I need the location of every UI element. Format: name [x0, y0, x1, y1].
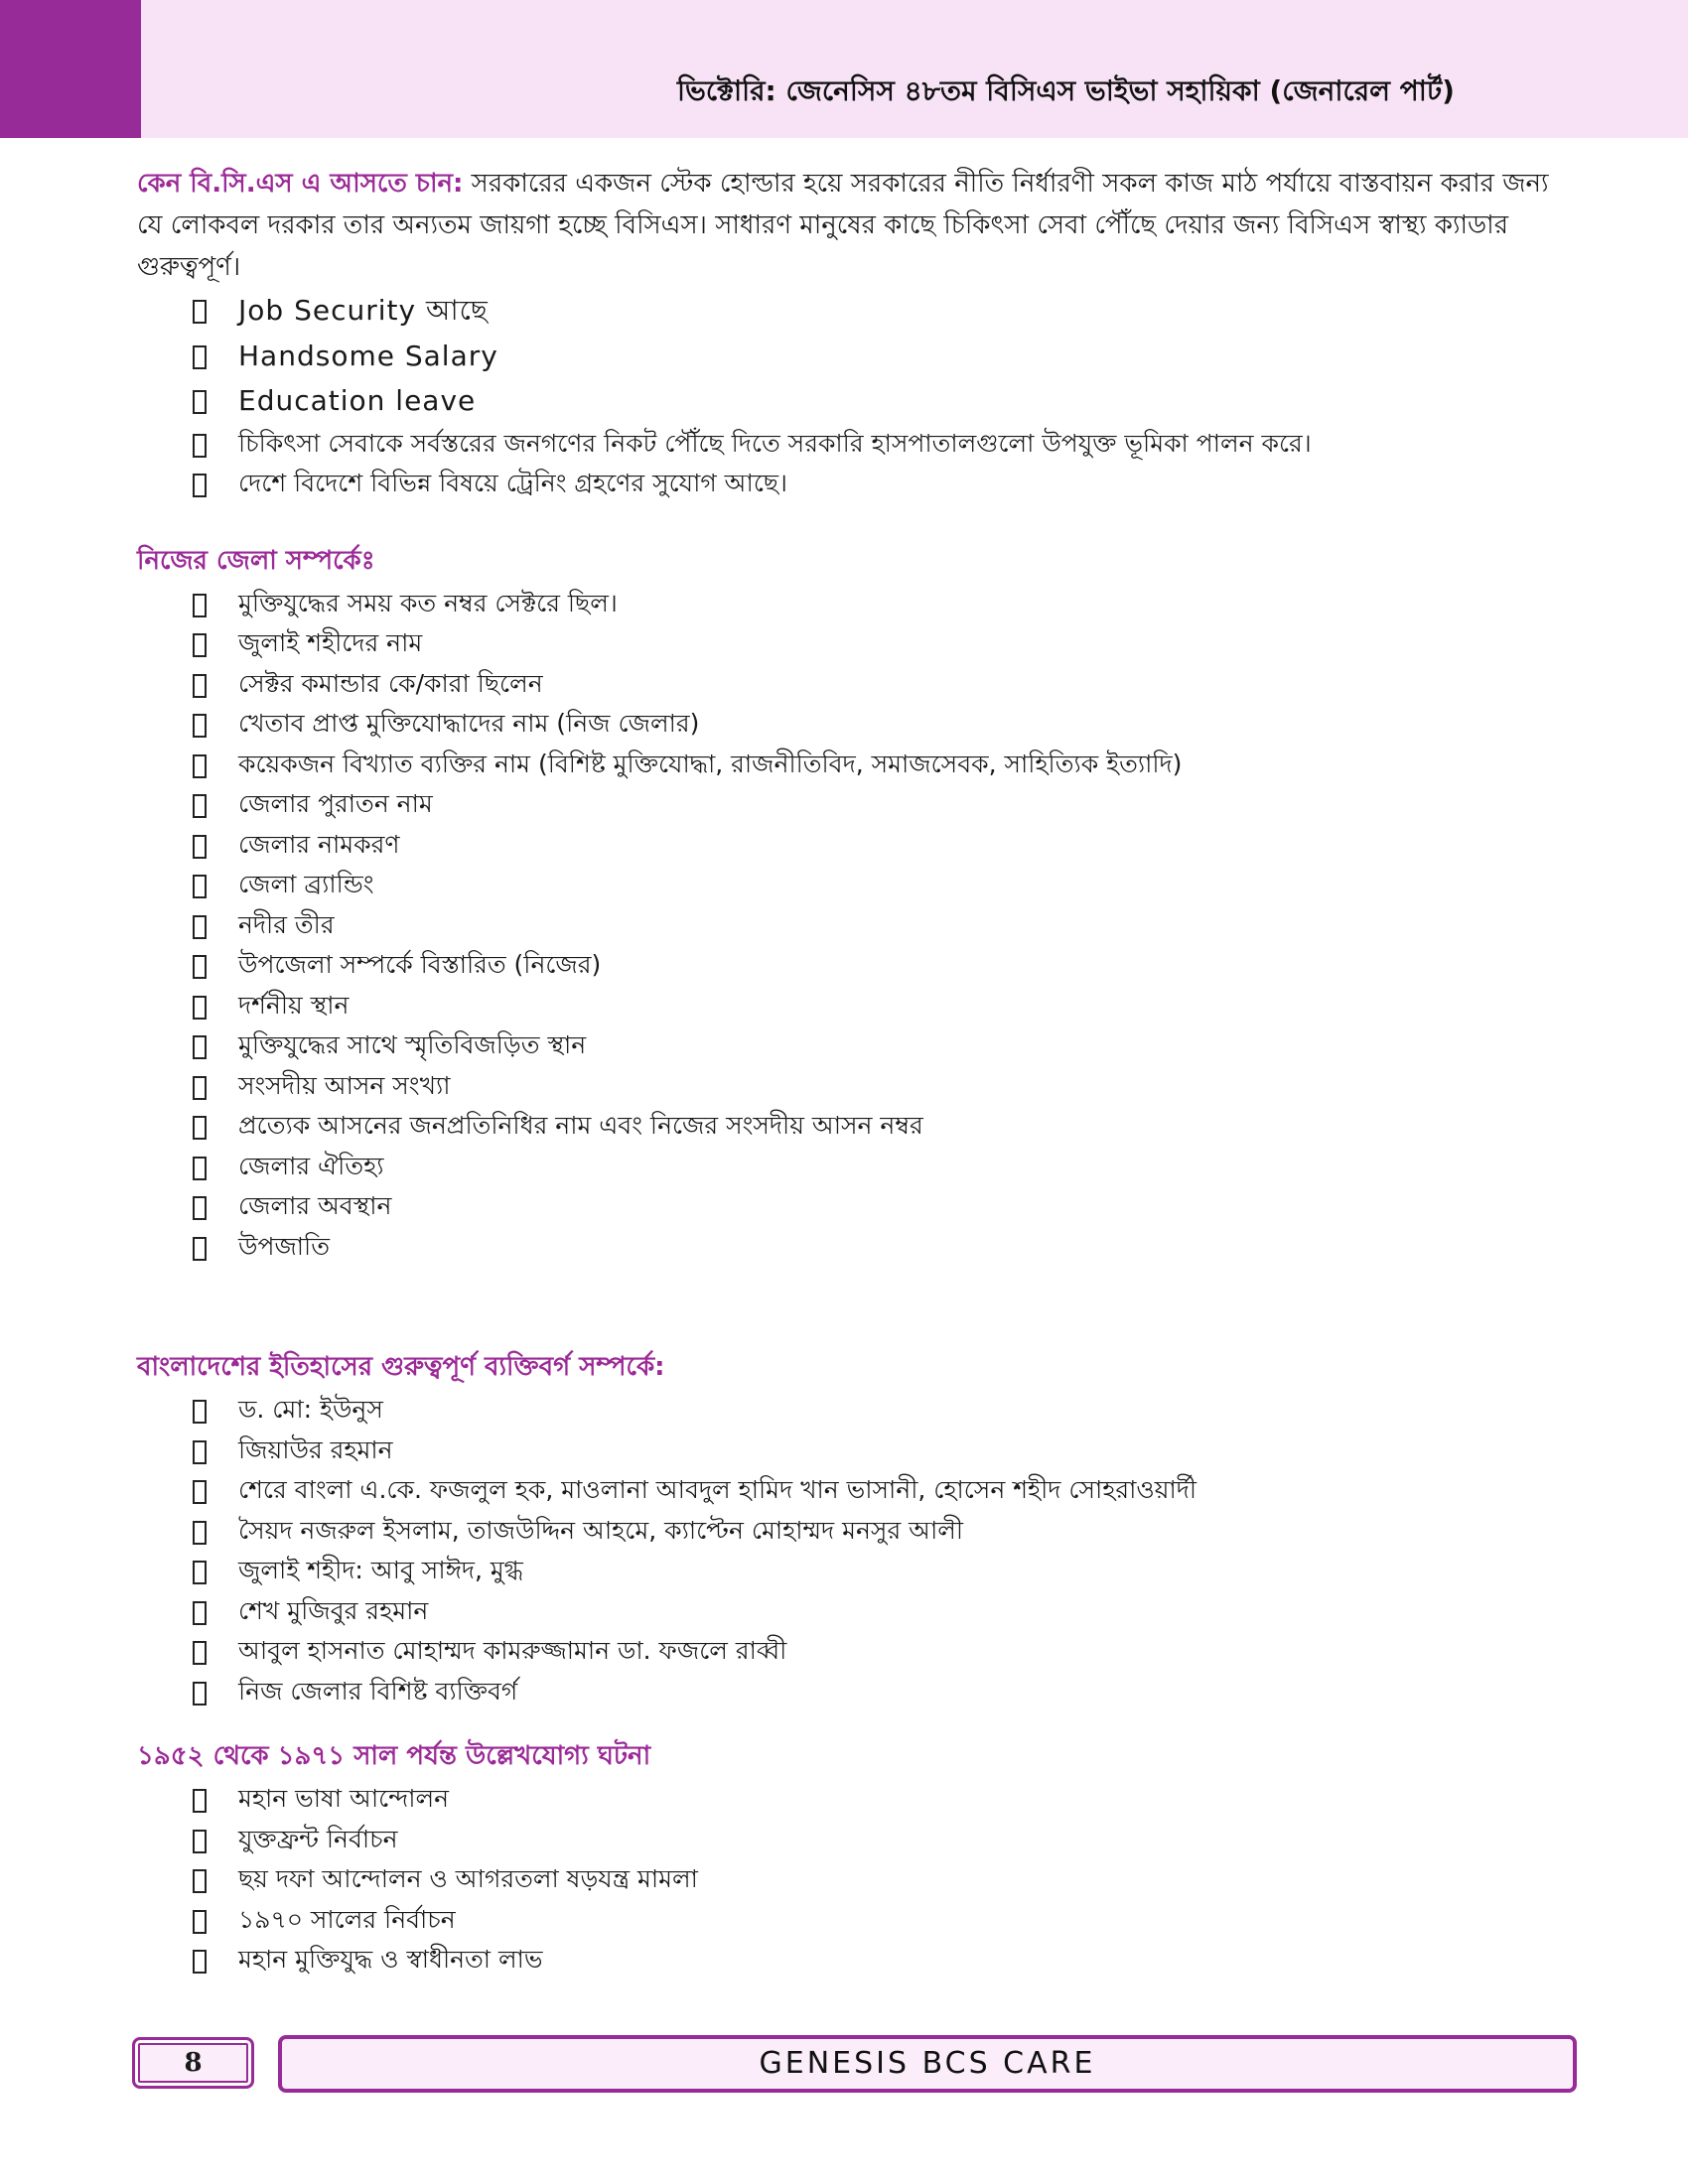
district-list: [137, 584, 1567, 1268]
list-item: নদীর তীর: [137, 905, 1567, 946]
list-item: ছয় দফা আন্দোলন ও আগরতলা ষড়যন্ত্র মামলা: [137, 1859, 1567, 1900]
bullet-box-icon: [193, 1869, 207, 1893]
bullet-box-icon: [193, 300, 207, 324]
bullet-box-icon: [193, 955, 207, 979]
bullet-box-icon: [193, 594, 207, 617]
bullet-box-icon: [193, 674, 207, 698]
intro-list-english: [137, 288, 1567, 424]
list-item: খেতাব প্রাপ্ত মুক্তিযোদ্ধাদের নাম (নিজ জেলার): [137, 704, 1567, 745]
bullet-box-icon: [193, 915, 207, 939]
list-item: জিয়াউর রহমান: [137, 1431, 1567, 1471]
section-title-district: নিজের জেলা সম্পর্কেঃ: [137, 545, 375, 576]
bullet-box-icon: [193, 875, 207, 898]
list-item: মুক্তিযুদ্ধের সময় কত নম্বর সেক্টরে ছিল।: [137, 584, 1567, 624]
list-item: দেশে বিদেশে বিভিন্ন বিষয়ে ট্রেনিং গ্রহণের সুযোগ আছে।: [137, 464, 1567, 504]
header-accent-block: [0, 0, 141, 138]
bullet-box-icon: [193, 1196, 207, 1220]
list-item: Education leave: [137, 378, 1567, 424]
list-item: জেলার অবস্থান: [137, 1186, 1567, 1227]
page-header-title: ভিক্টোরি: জেনেসিস ৪৮তম বিসিএস ভাইভা সহায়িকা (জেনারেল পার্ট): [677, 74, 1455, 107]
page-number: 8: [132, 2037, 254, 2089]
list-item: ড. মো: ইউনুস: [137, 1390, 1567, 1431]
section-title-events: ১৯৫২ থেকে ১৯৭১ সাল পর্যন্ত উল্লেখযোগ্য ঘটনা: [137, 1741, 651, 1771]
list-item: আবুল হাসনাত মোহাম্মদ কামরুজ্জামান ডা. ফজলে রাব্বী: [137, 1631, 1567, 1672]
footer-brand: GENESIS BCS CARE: [278, 2035, 1577, 2093]
list-item: প্রত্যেক আসনের জনপ্রতিনিধির নাম এবং নিজের সংসদীয় আসন নম্বর: [137, 1106, 1567, 1147]
bullet-box-icon: [193, 835, 207, 859]
bullet-box-icon: [193, 345, 207, 369]
list-item: মহান ভাষা আন্দোলন: [137, 1779, 1567, 1820]
bullet-box-icon: [193, 434, 207, 458]
bullet-box-icon: [193, 754, 207, 778]
bullet-box-icon: [193, 1076, 207, 1100]
bullet-box-icon: [193, 1641, 207, 1665]
list-item: উপজাতি: [137, 1227, 1567, 1268]
bullet-box-icon: [193, 1682, 207, 1706]
intro-text: সরকারের একজন স্টেক হোল্ডার হয়ে সরকারের নীতি নির্ধারণী সকল কাজ মাঠ পর্যায়ে বাস্তবায়ন করার জন্য যে লোকবল দরকার তার অন্যতম জায়গা হচ্ছে বিসিএস। সাধারণ মানুষের কাছে চিকিৎসা সেবা পৌঁছে দেয়ার জন্য বিসিএস স্বাস্থ্য ক্যাডার গুরুত্বপূর্ণ।: [137, 169, 1549, 282]
list-item: জেলার ঐতিহ্য: [137, 1147, 1567, 1187]
persons-list: [137, 1390, 1567, 1711]
bullet-box-icon: [193, 474, 207, 497]
list-item: শেরে বাংলা এ.কে. ফজলুল হক, মাওলানা আবদুল হামিদ খান ভাসানী, হোসেন শহীদ সোহরাওয়ার্দী: [137, 1470, 1567, 1511]
list-item: উপজেলা সম্পর্কে বিস্তারিত (নিজের): [137, 945, 1567, 986]
bullet-box-icon: [193, 1950, 207, 1974]
list-item: জেলা ব্র্যান্ডিং: [137, 865, 1567, 905]
bullet-box-icon: [193, 1561, 207, 1584]
bullet-box-icon: [193, 996, 207, 1020]
list-item: Handsome Salary: [137, 334, 1567, 379]
list-item: মহান মুক্তিযুদ্ধ ও স্বাধীনতা লাভ: [137, 1940, 1567, 1980]
list-item: নিজ জেলার বিশিষ্ট ব্যক্তিবর্গ: [137, 1672, 1567, 1712]
list-item: জুলাই শহীদ: আবু সাঈদ, মুগ্ধ: [137, 1551, 1567, 1591]
page-content: [137, 163, 1567, 1980]
bullet-box-icon: [193, 390, 207, 414]
list-item: সেক্টর কমান্ডার কে/কারা ছিলেন: [137, 664, 1567, 705]
events-list: [137, 1779, 1567, 1980]
bullet-box-icon: [193, 1400, 207, 1424]
bullet-box-icon: [193, 1440, 207, 1464]
list-item: যুক্তফ্রন্ট নির্বাচন: [137, 1820, 1567, 1860]
list-item: সংসদীয় আসন সংখ্যা: [137, 1066, 1567, 1107]
list-item: দর্শনীয় স্থান: [137, 986, 1567, 1026]
list-item: সৈয়দ নজরুল ইসলাম, তাজউদ্দিন আহমে, ক্যাপ্টেন মোহাম্মদ মনসুর আলী: [137, 1511, 1567, 1552]
bullet-box-icon: [193, 1035, 207, 1059]
bullet-box-icon: [193, 633, 207, 657]
bullet-box-icon: [193, 794, 207, 818]
list-item: ১৯৭০ সালের নির্বাচন: [137, 1900, 1567, 1941]
bullet-box-icon: [193, 1910, 207, 1934]
list-item: চিকিৎসা সেবাকে সর্বস্তরের জনগণের নিকট পৌঁছে দিতে সরকারি হাসপাতালগুলো উপযুক্ত ভূমিকা পালন করে।: [137, 424, 1567, 465]
bullet-box-icon: [193, 1157, 207, 1180]
list-item: জেলার নামকরণ: [137, 825, 1567, 866]
bullet-box-icon: [193, 1480, 207, 1504]
section-title-persons: বাংলাদেশের ইতিহাসের গুরুত্বপূর্ণ ব্যক্তিবর্গ সম্পর্কে:: [137, 1352, 665, 1382]
intro-list-bangla: [137, 424, 1567, 504]
bullet-box-icon: [193, 1601, 207, 1625]
bullet-box-icon: [193, 1521, 207, 1545]
bullet-box-icon: [193, 1830, 207, 1853]
list-item: Job Security আছে: [137, 288, 1567, 334]
bullet-box-icon: [193, 714, 207, 738]
list-item: জুলাই শহীদের নাম: [137, 623, 1567, 664]
intro-heading: কেন বি.সি.এস এ আসতে চান:: [137, 169, 464, 199]
list-item: শেখ মুজিবুর রহমান: [137, 1591, 1567, 1632]
list-item: জেলার পুরাতন নাম: [137, 784, 1567, 825]
bullet-box-icon: [193, 1789, 207, 1813]
list-item: মুক্তিযুদ্ধের সাথে স্মৃতিবিজড়িত স্থান: [137, 1025, 1567, 1066]
intro-paragraph: [137, 163, 1567, 288]
bullet-box-icon: [193, 1116, 207, 1140]
list-item: কয়েকজন বিখ্যাত ব্যক্তির নাম (বিশিষ্ট মুক্তিযোদ্ধা, রাজনীতিবিদ, সমাজসেবক, সাহিত্যিক ইত্যাদি): [137, 745, 1567, 785]
bullet-box-icon: [193, 1237, 207, 1261]
